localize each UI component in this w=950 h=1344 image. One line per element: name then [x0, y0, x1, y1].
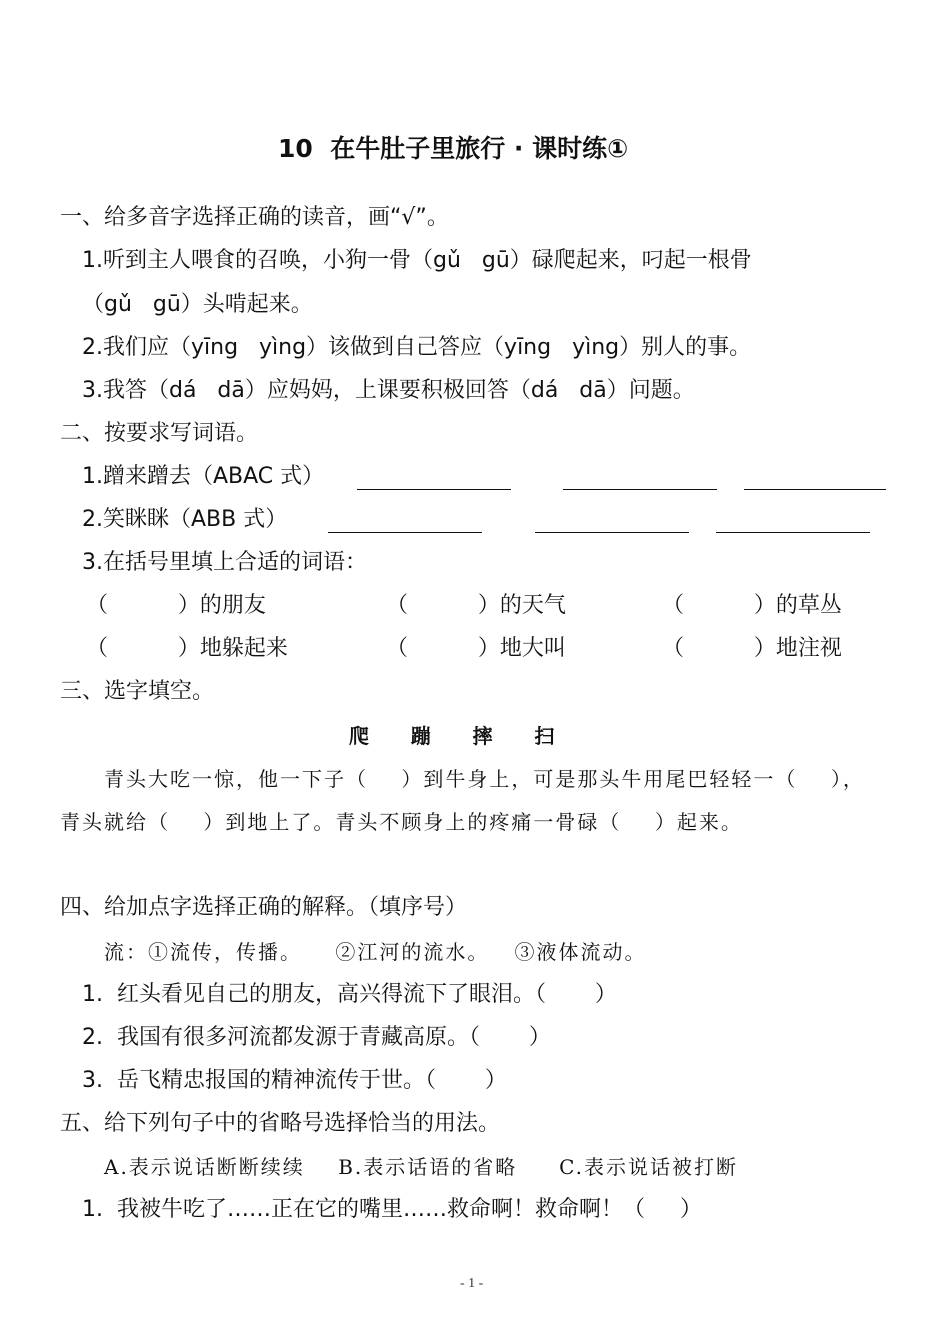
s1-question-1b: （gǔ gū）头啃起来。 — [82, 292, 313, 317]
s5-question-1: 1. 我被牛吃了……正在它的嘴里……救命啊！救命啊！（ ） — [82, 1197, 702, 1222]
page-title: 10 在牛肚子里旅行 · 课时练① — [278, 134, 629, 163]
section-4-heading: 四、给加点字选择正确的解释。（填序号） — [60, 895, 468, 920]
s1-question-1a: 1.听到主人喂食的召唤，小狗一骨（gǔ gū）碌爬起来，叼起一根骨 — [82, 248, 752, 273]
s3-paragraph-line-1: 青头大吃一惊，他一下子（ ）到牛身上，可是那头牛用尾巴轻轻一（ ）， — [104, 767, 865, 791]
section-2-heading: 二、按要求写词语。 — [60, 421, 259, 446]
char-choices: 爬 蹦 摔 扫 — [349, 724, 555, 748]
definition-list: 流：①流传，传播。 ②江河的流水。 ③液体流动。 — [104, 940, 647, 964]
fill-phrase: （ ）的草丛 — [662, 593, 842, 618]
fill-phrase: （ ）地躲起来 — [86, 636, 288, 661]
section-3-heading: 三、选字填空。 — [60, 679, 215, 704]
fill-phrase: （ ）的天气 — [386, 593, 566, 618]
fill-phrase: （ ）地注视 — [662, 636, 842, 661]
s4-question-1: 1. 红头看见自己的朋友，高兴得流下了眼泪。（ ） — [82, 982, 617, 1007]
page-number: - 1 - — [460, 1276, 484, 1291]
answer-blank[interactable] — [535, 532, 689, 533]
option-list: A.表示说话断断续续 B.表示话语的省略 C.表示说话被打断 — [104, 1155, 739, 1179]
s3-paragraph-line-2: 青头就给（ ）到地上了。青头不顾身上的疼痛一骨碌（ ）起来。 — [60, 810, 743, 834]
s2-question-1: 1.蹭来蹭去（ABAC 式） — [82, 464, 325, 489]
answer-blank[interactable] — [716, 532, 870, 533]
answer-blank[interactable] — [357, 489, 511, 490]
s1-question-3: 3.我答（dá dā）应妈妈，上课要积极回答（dá dā）问题。 — [82, 378, 695, 403]
s4-question-2: 2. 我国有很多河流都发源于青藏高原。（ ） — [82, 1025, 551, 1050]
fill-phrase: （ ）的朋友 — [86, 593, 266, 618]
section-1-heading: 一、给多音字选择正确的读音，画“√”。 — [60, 205, 449, 230]
fill-phrase: （ ）地大叫 — [386, 636, 566, 661]
answer-blank[interactable] — [744, 489, 886, 490]
answer-blank[interactable] — [563, 489, 717, 490]
section-5-heading: 五、给下列句子中的省略号选择恰当的用法。 — [60, 1111, 501, 1136]
s2-question-2: 2.笑眯眯（ABB 式） — [82, 507, 288, 532]
s1-question-2: 2.我们应（yīng yìng）该做到自己答应（yīng yìng）别人的事。 — [82, 335, 752, 360]
s4-question-3: 3. 岳飞精忠报国的精神流传于世。（ ） — [82, 1068, 507, 1093]
s2-question-3: 3.在括号里填上合适的词语： — [82, 550, 367, 575]
answer-blank[interactable] — [328, 532, 482, 533]
